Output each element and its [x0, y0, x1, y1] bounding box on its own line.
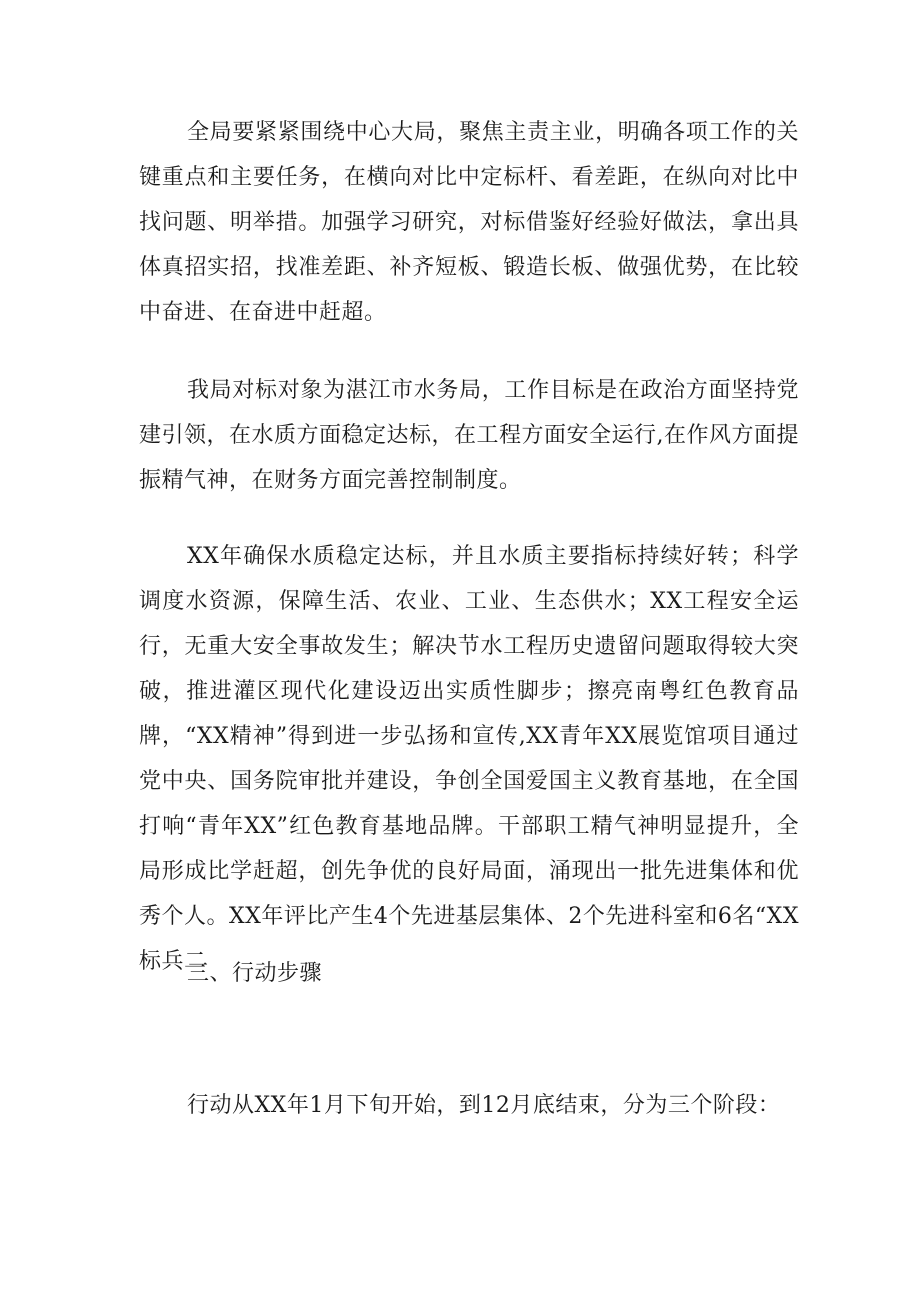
paragraph-benchmark-target: 我局对标对象为湛江市水务局，工作目标是在政治方面坚持党建引领，在水质方面稳定达标，在工程方面安全运行,在作风方面提振精气神，在财务方面完善控制制度。 — [139, 378, 799, 493]
section-heading-action-steps: 三、行动步骤 — [187, 961, 323, 986]
paragraph-action-timeline: 行动从XX年1月下旬开始，到12月底结束，分为三个阶段： — [187, 1093, 781, 1118]
paragraph-annual-goals: XX年确保水质稳定达标，并且水质主要指标持续好转；科学调度水资源，保障生活、农业、工业、生态供水；XX工程安全运行，无重大安全事故发生；解决节水工程历史遗留问题取得较大突破，推进灌区现代化建设迈出实质性脚步；擦亮南粤红色教育品牌，“XX精神”得到进一步弘扬和宣传,XX青年XX展览馆项目通过党中央、国务院审批并建设，争创全国爱国主义教育基地，在全国打响“青年XX”红色教育基地品牌。干部职工精气神明显提升，全局形成比学赶超，创先争优的良好局面，涌现出一批先进集体和优秀个人。XX年评比产生4个先进基层集体、2个先进科室和6名“XX标兵二 — [139, 544, 799, 974]
paragraph-intro: 全局要紧紧围绕中心大局，聚焦主责主业，明确各项工作的关键重点和主要任务，在横向对比中定标杆、看差距，在纵向对比中找问题、明举措。加强学习研究，对标借鉴好经验好做法，拿出具体真招实招，找准差距、补齐短板、锻造长板、做强优势，在比较中奋进、在奋进中赶超。 — [139, 120, 799, 325]
